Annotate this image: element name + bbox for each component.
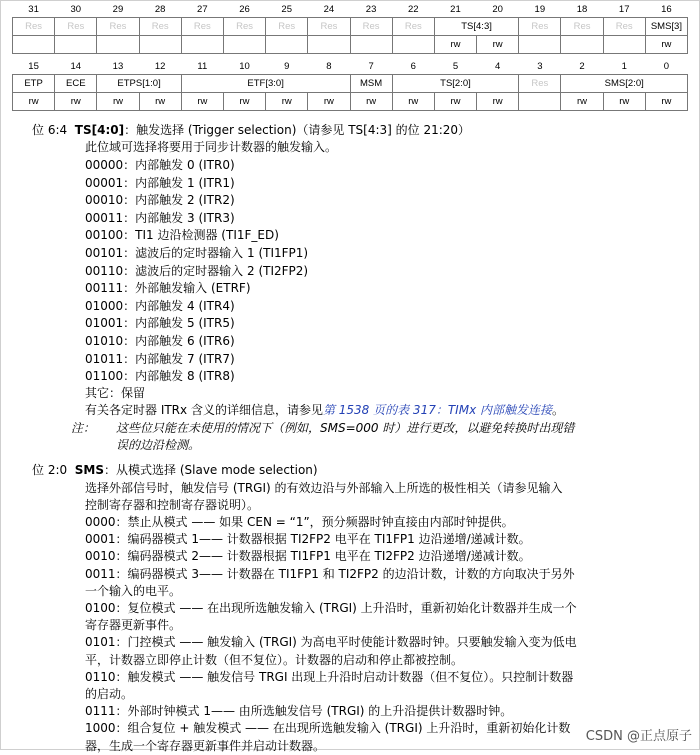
register-field: ETPS[1:0]	[97, 75, 181, 93]
access-cell	[519, 93, 561, 111]
ts-reference	[85, 402, 564, 419]
access-cell: rw	[13, 93, 55, 111]
reserved-field: Res	[519, 18, 561, 36]
bit-number: 29	[112, 3, 124, 15]
bit-number: 28	[154, 3, 166, 15]
bit-number: 20	[492, 3, 503, 15]
bit-number: 30	[70, 3, 82, 15]
reserved-field: Res	[561, 18, 603, 36]
register-field: ETP	[13, 75, 55, 93]
access-cell: rw	[139, 93, 181, 111]
ts-heading	[32, 122, 470, 139]
bit-number: 24	[323, 3, 335, 15]
ts-other: 其它：保留	[85, 386, 146, 400]
sms-title: ：从模式选择 (Slave mode selection)	[104, 463, 318, 477]
bit-number: 3	[537, 60, 543, 72]
access-cell	[266, 36, 308, 54]
ts-option: 00000：内部触发 0 (ITR0)	[85, 158, 235, 172]
reserved-field: Res	[55, 18, 97, 36]
ts-option: 01000：内部触发 4 (ITR4)	[85, 298, 235, 313]
bit-number: 23	[365, 3, 377, 15]
sms-mode-line: 0001：编码器模式 1—— 计数器根据 TI2FP2 电平在 TI1FP1 边沿递增/递减计数。	[85, 532, 531, 547]
access-cell: rw	[477, 36, 519, 54]
access-cell	[561, 36, 603, 54]
access-cell: rw	[181, 93, 223, 111]
reserved-field: Res	[13, 18, 55, 36]
ts-field-name: TS[4:0]	[74, 123, 125, 137]
bit-number: 4	[495, 60, 501, 72]
access-cell	[350, 36, 392, 54]
sms-mode-line: 0110：触发模式 —— 触发信号 TRGI 出现上升沿时启动计数器（但不复位）。只控制计数器	[85, 669, 574, 684]
ts-option: 00011：内部触发 3 (ITR3)	[85, 210, 235, 225]
sms-field-name: SMS	[74, 463, 105, 477]
access-cell: rw	[561, 93, 603, 111]
sms-bitpos: 位 2:0	[32, 463, 68, 477]
register-field: SMS[3]	[645, 18, 687, 36]
sms-mode-line: 0101：门控模式 —— 触发输入 (TRGI) 为高电平时使能计数器时钟。只要触发输入变为低电	[85, 635, 577, 650]
bit-number: 5	[452, 60, 459, 72]
bit-number: 12	[154, 60, 166, 72]
access-cell: rw	[55, 93, 97, 111]
ts-ref-prefix: 有关各定时器 ITRx 含义的详细信息，请参见	[85, 403, 323, 417]
ts-title: ：触发选择 (Trigger selection)（请参见 TS[4:3] 的位 21:20）	[124, 123, 471, 137]
reserved-field: Res	[392, 18, 434, 36]
ts-option: 00101：滤波后的定时器输入 1 (TI1FP1)	[85, 246, 309, 260]
bit-number: 16	[661, 3, 672, 15]
access-cell: rw	[223, 93, 265, 111]
ts-option: 01001：内部触发 5 (ITR5)	[85, 316, 235, 331]
access-cell: rw	[350, 93, 392, 111]
watermark: CSDN @正点原子	[585, 729, 692, 744]
access-cell: rw	[645, 93, 687, 111]
ts-ref-suffix: 。	[551, 403, 564, 417]
reserved-field: Res	[139, 18, 181, 36]
sms-mode-line: 0100：复位模式 —— 在出现所选触发输入 (TRGI) 上升沿时，重新初始化计数器并生成一个	[85, 601, 577, 615]
bit-number: 26	[239, 3, 250, 15]
register-field: ECE	[55, 75, 97, 93]
register-field: TS[2:0]	[392, 75, 519, 93]
bit-number: 2	[579, 60, 585, 72]
ts-note-line1: 这些位只能在未使用的情况下（例如，SMS=000 时）进行更改，以避免转换时出现错	[116, 421, 575, 435]
register-map-upper	[12, 1, 688, 54]
access-cell: rw	[266, 93, 308, 111]
bit-number: 11	[197, 60, 208, 72]
sms-mode-line: 0010：编码器模式 2—— 计数器根据 TI1FP1 电平在 TI2FP2 边沿递增/递减计数。	[85, 549, 531, 564]
register-field: SMS[2:0]	[561, 75, 688, 93]
bit-number: 1	[621, 60, 627, 72]
sms-mode-line: 一个输入的电平。	[85, 583, 182, 598]
bit-number: 14	[70, 60, 82, 72]
access-cell	[603, 36, 645, 54]
bit-number: 9	[284, 60, 290, 72]
register-field: TS[4:3]	[434, 18, 518, 36]
access-cell: rw	[97, 93, 139, 111]
bit-number: 19	[534, 3, 546, 15]
access-cell: rw	[308, 93, 350, 111]
bit-number: 10	[239, 60, 250, 72]
access-cell: rw	[603, 93, 645, 111]
ts-option: 01100：内部触发 8 (ITR8)	[85, 369, 235, 384]
bit-number: 27	[197, 3, 208, 15]
ts-option: 00010：内部触发 2 (ITR2)	[85, 193, 235, 208]
ts-ref-link[interactable]: 第 1538 页的表 317：TIMx 内部触发连接	[322, 403, 552, 417]
bit-number: 22	[407, 3, 419, 15]
register-field: ETF[3:0]	[181, 75, 350, 93]
access-cell	[181, 36, 223, 54]
ts-option: 01011：内部触发 7 (ITR7)	[85, 351, 235, 366]
access-cell: rw	[477, 93, 519, 111]
ts-option: 00110：滤波后的定时器输入 2 (TI2FP2)	[85, 263, 309, 278]
reserved-field: Res	[350, 18, 392, 36]
access-cell: rw	[392, 93, 434, 111]
sms-mode-line: 的启动。	[85, 687, 134, 701]
register-field: MSM	[350, 75, 392, 93]
bit-number: 31	[28, 3, 39, 15]
sms-mode-line: 1000：组合复位 + 触发模式 —— 在出现所选触发输入 (TRGI) 上升沿时，重新初始化计数	[85, 721, 571, 736]
access-cell: rw	[434, 93, 476, 111]
access-cell	[308, 36, 350, 54]
ts-bitpos: 位 6:4	[32, 123, 68, 137]
sms-mode-line: 器，生成一个寄存器更新事件并启动计数器。	[85, 738, 326, 753]
sms-desc-line1: 选择外部信号时，触发信号 (TRGI) 的有效边沿与外部输入上所选的极性相关（请参见输入	[85, 481, 563, 495]
access-cell	[139, 36, 181, 54]
sms-desc-line2: 控制寄存器和控制寄存器说明）。	[85, 498, 260, 512]
reserved-field: Res	[603, 18, 645, 36]
access-cell	[519, 36, 561, 54]
access-cell: rw	[645, 36, 687, 54]
reserved-field: Res	[308, 18, 350, 36]
ts-option: 00001：内部触发 1 (ITR1)	[85, 175, 235, 190]
access-cell	[13, 36, 55, 54]
access-cell	[97, 36, 139, 54]
ts-option: 01010：内部触发 6 (ITR6)	[85, 334, 235, 348]
reserved-field: Res	[97, 18, 139, 36]
ts-description: 此位域可选择将要用于同步计数器的触发输入。	[85, 140, 338, 154]
ts-note-label: 注：	[71, 421, 96, 435]
bit-number: 21	[450, 3, 461, 15]
bit-number: 17	[618, 3, 630, 15]
bit-number: 8	[326, 60, 332, 72]
bit-number: 13	[112, 60, 124, 72]
bit-number: 6	[410, 60, 416, 72]
access-cell: rw	[434, 36, 476, 54]
bit-number: 25	[281, 3, 292, 15]
reserved-field: Res	[181, 18, 223, 36]
sms-mode-line: 寄存器更新事件。	[85, 618, 182, 633]
bit-number: 7	[368, 60, 374, 72]
access-cell	[392, 36, 434, 54]
bit-number: 0	[663, 60, 670, 72]
sms-mode-line: 0011：编码器模式 3—— 计数器在 TI1FP1 和 TI2FP2 的边沿计数，计数的方向取决于另外	[85, 566, 575, 581]
sms-mode-line: 0000：禁止从模式 —— 如果 CEN = “1”，预分频器时钟直接由内部时钟提供。	[85, 515, 514, 529]
bit-number: 18	[576, 3, 588, 15]
sms-mode-line: 0111：外部时钟模式 1—— 由所选触发信号 (TRGI) 的上升沿提供计数器时钟。	[85, 704, 513, 719]
reserved-field: Res	[223, 18, 265, 36]
ts-option: 00111：外部触发输入 (ETRF)	[85, 281, 251, 296]
sms-mode-line: 平，计数器立即停止计数（但不复位）。计数器的启动和停止都被控制。	[85, 652, 464, 667]
sms-heading	[32, 462, 318, 479]
access-cell	[55, 36, 97, 54]
bit-number: 15	[28, 60, 39, 72]
reserved-field: Res	[266, 18, 308, 36]
register-map-lower	[12, 58, 688, 111]
ts-note-line2: 误的边沿检测。	[116, 438, 201, 452]
reserved-field: Res	[519, 75, 561, 93]
access-cell	[223, 36, 265, 54]
ts-option: 00100：TI1 边沿检测器 (TI1F_ED)	[85, 228, 279, 243]
